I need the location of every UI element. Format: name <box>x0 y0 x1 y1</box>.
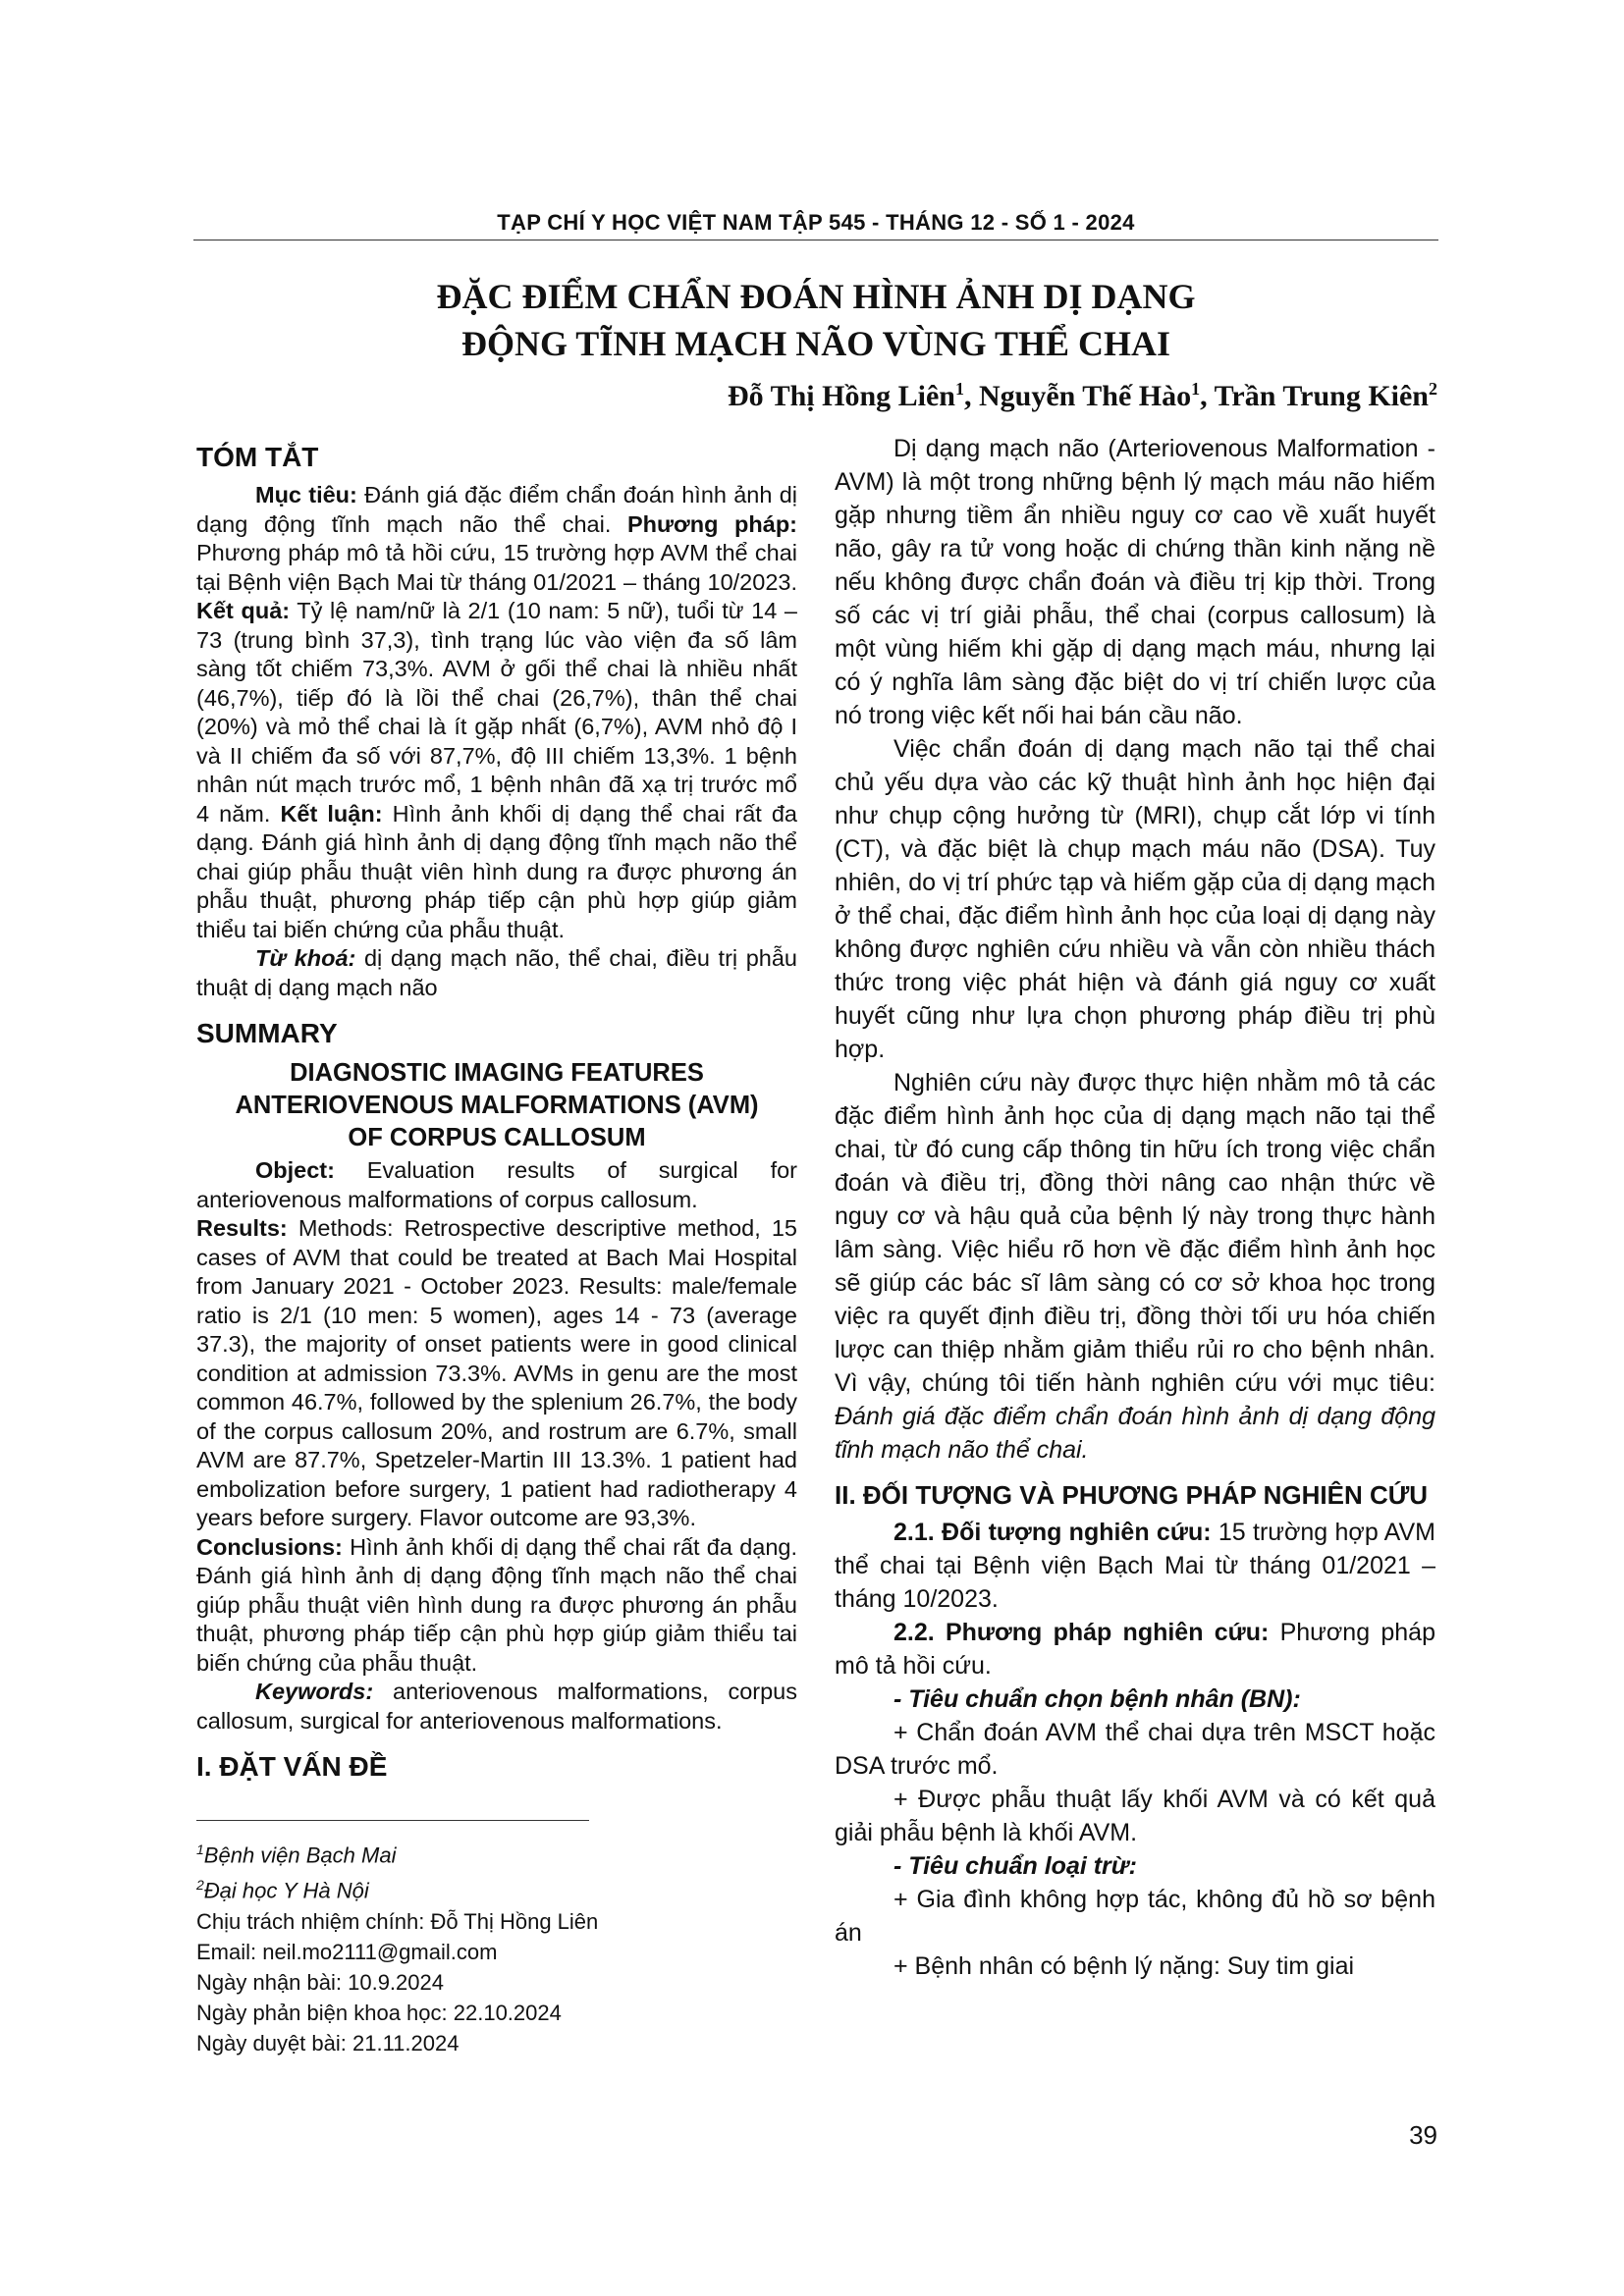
text-tu-khoa: dị dạng mạch não, thể chai, điều trị phẫu thuật dị dạng mạch não <box>196 945 797 1000</box>
footnote-2-mark: 2 <box>196 1877 204 1894</box>
summary-title-line-3: OF CORPUS CALLOSUM <box>348 1124 646 1151</box>
label-2-1: 2.1. Đối tượng nghiên cứu: <box>893 1519 1212 1546</box>
footnote-rule <box>196 1820 589 1821</box>
corresponding-author: Chịu trách nhiệm chính: Đỗ Thị Hồng Liên <box>196 1908 599 1934</box>
text-muc-tieu: Đánh giá đặc điểm chẩn đoán hình ảnh dị dạng động tĩnh mạch não thể chai. <box>196 482 797 537</box>
summary-title <box>196 1057 797 1154</box>
date-received: Ngày nhận bài: 10.9.2024 <box>196 1969 444 1995</box>
label-phuong-phap: Phương pháp: <box>626 510 797 537</box>
summary-heading: SUMMARY <box>196 1018 338 1048</box>
keywords-vi <box>196 944 797 1002</box>
exclusion-criterion-1: + Gia đình không hợp tác, không đủ hồ sơ bệnh án <box>835 1886 1435 1947</box>
right-column <box>835 432 1435 1983</box>
section-1-heading: I. ĐẶT VẤN ĐỀ <box>196 1751 388 1782</box>
date-reviewed: Ngày phản biện khoa học: 22.10.2024 <box>196 2000 562 2025</box>
label-object: Object: <box>255 1157 335 1183</box>
page-number: 39 <box>1409 2120 1437 2150</box>
label-muc-tieu: Mục tiêu: <box>255 482 357 507</box>
label-2-2: 2.2. Phương pháp nghiên cứu: <box>893 1619 1270 1646</box>
label-conclusions: Conclusions: <box>196 1533 343 1560</box>
summary-title-line-1: DIAGNOSTIC IMAGING FEATURES <box>290 1059 704 1087</box>
summary-conclusions <box>196 1533 797 1679</box>
study-objective: Đánh giá đặc điểm chẩn đoán hình ảnh dị dạng động tĩnh mạch não thể chai. <box>835 1403 1435 1464</box>
author-email: Email: neil.mo2111@gmail.com <box>196 1939 498 1964</box>
section-2-2 <box>835 1616 1435 1682</box>
abstract-vi-body <box>196 481 797 944</box>
label-tu-khoa: Từ khoá: <box>255 945 356 971</box>
author-3: Trần Trung Kiên <box>1214 380 1429 412</box>
text-ket-luan: Hình ảnh khối dị dạng thể chai rất đa dạng. Đánh giá hình ảnh dị dạng động tĩnh mạch não thể chai giúp phẫu thuật viên hình dung ra được phương án phẫu thuật, phương pháp tiếp cận phù hợp giúp giảm thiểu tai biến chứng của phẫu thuật. <box>196 800 798 942</box>
abstract-vi-heading: TÓM TẮT <box>196 442 319 472</box>
text-conclusions: Hình ảnh khối dị dạng thể chai rất đa dạng. Đánh giá hình ảnh dị dạng động tĩnh mạch não thể chai giúp phẫu thuật viên hình dung ra được phương án phẫu thuật, phương pháp tiếp cận phù hợp giúp giảm thiểu tai biến chứng của phẫu thuật. <box>196 1533 797 1676</box>
intro-paragraph-2: Việc chẩn đoán dị dạng mạch não tại thể chai chủ yếu dựa vào các kỹ thuật hình ảnh học hiện đại như chụp cộng hưởng từ (MRI), chụp cắt lớp vi tính (CT), và đặc biệt là chụp mạch máu não (DSA). Tuy nhiên, do vị trí phức tạp và hiếm gặp của dị dạng mạch ở thể chai, đặc điểm hình ảnh học của loại dị dạng này không được nghiên cứu nhiều và vẫn còn nhiều thách thức trong việc phát hiện và đánh giá nguy cơ xuất huyết cũng như lựa chọn phương pháp điều trị phù hợp. <box>835 735 1435 1063</box>
label-ket-luan: Kết luận: <box>280 800 383 827</box>
summary-object <box>196 1156 797 1214</box>
text-phuong-phap: Phương pháp mô tả hồi cứu, 15 trường hợp AVM thể chai tại Bệnh viện Bạch Mai từ tháng 01/2021 – tháng 10/2023. <box>196 540 797 595</box>
intro-paragraph-3 <box>835 1066 1435 1467</box>
text-keywords: anteriovenous malformations, corpus callosum, surgical for anteriovenous malformations. <box>196 1679 797 1734</box>
label-ket-qua: Kết quả: <box>196 598 291 623</box>
left-column <box>196 432 797 2058</box>
author-2-affil: 1 <box>1191 379 1201 399</box>
article-title <box>193 273 1438 367</box>
intro-p3-text: Nghiên cứu này được thực hiện nhằm mô tả các đặc điểm hình ảnh học của dị dạng mạch não tại thể chai, từ đó cung cấp thông tin hữu ích trong việc chẩn đoán và điều trị, đồng thời nâng cao nhận thức về nguy cơ và hậu quả của bệnh lý này trong thực hành lâm sàng. Việc hiểu rõ hơn về đặc điểm hình ảnh học sẽ giúp các bác sĩ lâm sàng có cơ sở khoa học trong việc ra quyết định điều trị, đồng thời tối ưu hóa chiến lược can thiệp nhằm giảm thiểu rủi ro cho bệnh nhân. Vì vậy, chúng tôi tiến hành nghiên cứu với mục tiêu: <box>835 1069 1435 1397</box>
footnote-1 <box>196 1835 797 1870</box>
exclusion-criteria-heading: - Tiêu chuẩn loại trừ: <box>893 1852 1137 1880</box>
author-3-affil: 2 <box>1429 379 1437 399</box>
summary-results <box>196 1214 797 1533</box>
title-line-1: ĐẶC ĐIỂM CHẨN ĐOÁN HÌNH ẢNH DỊ DẠNG <box>436 277 1196 316</box>
author-2: Nguyễn Thế Hào <box>978 380 1192 412</box>
intro-paragraph-1: Dị dạng mạch não (Arteriovenous Malformation - AVM) là một trong những bệnh lý mạch máu não hiếm gặp nhưng tiềm ẩn nhiều nguy cơ cao về xuất huyết não, gây ra tử vong hoặc di chứng thần kinh nặng nề nếu không được chẩn đoán và điều trị kịp thời. Trong số các vị trí giải phẫu, thể chai (corpus callosum) là một vùng hiếm khi gặp dị dạng mạch máu, nhưng lại có ý nghĩa lâm sàng đặc biệt do vị trí chiến lược của nó trong việc kết nối hai bán cầu não. <box>835 435 1435 729</box>
summary-title-line-2: ANTERIOVENOUS MALFORMATIONS (AVM) <box>235 1092 759 1119</box>
text-ket-qua: Tỷ lệ nam/nữ là 2/1 (10 nam: 5 nữ), tuổi từ 14 – 73 (trung bình 37,3), tình trạng lúc vào viện đa số lâm sàng tốt chiếm 73,3%. AVM ở gối thể chai là nhiều nhất (46,7%), tiếp đó là lồi thể chai (26,7%), thân thể chai (20%) và mỏ thể chai là ít gặp nhất (6,7%), AVM nhỏ độ I và II chiếm đa số với 87,7%, độ III chiếm 13,3%. 1 bệnh nhân nút mạch trước mổ, 1 bệnh nhân đã xạ trị trước mổ 4 năm. <box>196 598 798 827</box>
author-sep: , <box>963 380 979 412</box>
author-1: Đỗ Thị Hồng Liên <box>727 380 955 412</box>
text-2-2: Phương pháp mô tả hồi cứu. <box>835 1619 1435 1680</box>
inclusion-criteria-heading: - Tiêu chuẩn chọn bệnh nhân (BN): <box>893 1685 1301 1713</box>
author-sep: , <box>1200 380 1215 412</box>
text-object: Evaluation results of surgical for anteriovenous malformations of corpus callosum. <box>196 1157 797 1212</box>
inclusion-criterion-1: + Chẩn đoán AVM thể chai dựa trên MSCT hoặc DSA trước mổ. <box>835 1719 1435 1780</box>
summary-keywords <box>196 1678 797 1735</box>
text-2-1: 15 trường hợp AVM thể chai tại Bệnh viện Bạch Mai từ tháng 01/2021 – tháng 10/2023. <box>835 1519 1435 1613</box>
inclusion-criterion-2: + Được phẫu thuật lấy khối AVM và có kết quả giải phẫu bệnh là khối AVM. <box>835 1786 1435 1846</box>
footnote-2 <box>196 1870 797 1905</box>
authors <box>728 379 1437 413</box>
label-results: Results: <box>196 1215 288 1241</box>
text-results: Methods: Retrospective descriptive method, 15 cases of AVM that could be treated at Bach Mai Hospital from January 2021 - October 2023. Results: male/female ratio is 2/1 (10 men: 5 women), ages 14 - 73 (average 37.3), the majority of onset patients were in good clinical condition at admission 73.3%. AVMs in genu are the most common 46.7%, followed by the splenium 26.7%, the body of the corpus callosum 20%, and rostrum are 6.7%, small AVM are 87.7%, Spetzeler-Martin III 13.3%. 1 patient had embolization before surgery, 1 patient had radiotherapy 4 years before surgery. Flavor outcome are 93,3%. <box>196 1215 797 1530</box>
footnote-1-mark: 1 <box>196 1842 204 1857</box>
label-keywords: Keywords: <box>255 1679 374 1704</box>
author-1-affil: 1 <box>954 379 964 399</box>
section-2-heading: II. ĐỐI TƯỢNG VÀ PHƯƠNG PHÁP NGHIÊN CỨU <box>835 1480 1429 1510</box>
exclusion-criterion-2: + Bệnh nhân có bệnh lý nặng: Suy tim giai <box>893 1952 1355 1980</box>
date-accepted: Ngày duyệt bài: 21.11.2024 <box>196 2030 460 2056</box>
title-line-2: ĐỘNG TĨNH MẠCH NÃO VÙNG THỂ CHAI <box>460 324 1171 363</box>
footnote-1-text: Bệnh viện Bạch Mai <box>203 1842 397 1868</box>
section-2-1 <box>835 1516 1435 1616</box>
journal-header: TẠP CHÍ Y HỌC VIỆT NAM TẬP 545 - THÁNG 12 - SỐ 1 - 2024 <box>497 210 1135 235</box>
footnote-2-text: Đại học Y Hà Nội <box>203 1878 369 1903</box>
